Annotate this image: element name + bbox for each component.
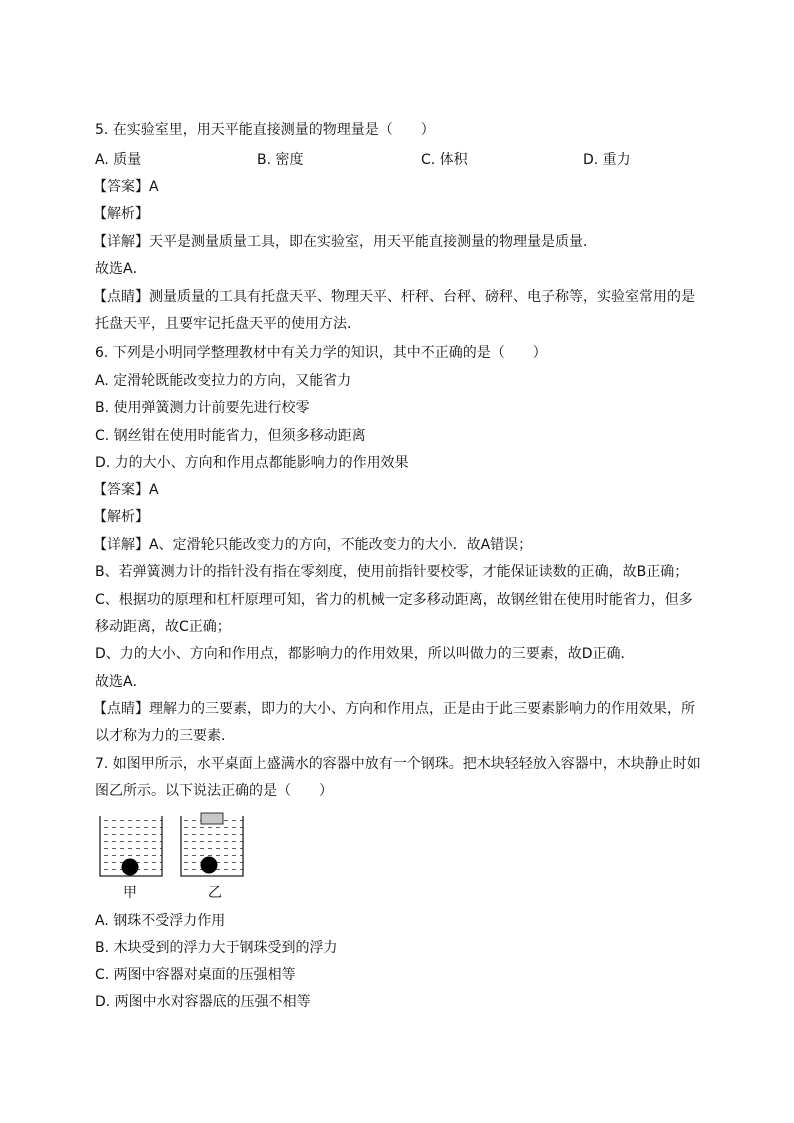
q6-comment-2: 以才称为力的三要素． bbox=[95, 728, 235, 744]
steel-ball-yi bbox=[201, 857, 218, 874]
q5-answer: 【答案】A bbox=[93, 179, 159, 195]
q7-option-d: D. 两图中水对容器底的压强不相等 bbox=[95, 994, 311, 1010]
q5-conclusion: 故选A． bbox=[95, 261, 147, 277]
q6-detail-3: C、根据功的原理和杠杆原理可知，省力的机械一定多移动距离，故钢丝钳在使用时能省力，但多 bbox=[95, 592, 693, 608]
q5-option-c: C. 体积 bbox=[421, 152, 468, 168]
q5-comment-2: 托盘天平，且要牢记托盘天平的使用方法． bbox=[95, 316, 361, 332]
q6-stem: 6. 下列是小明同学整理教材中有关力学的知识，其中不正确的是（ ） bbox=[95, 345, 547, 361]
q6-conclusion: 故选A． bbox=[95, 674, 147, 690]
q7-stem-1: 7. 如图甲所示，水平桌面上盛满水的容器中放有一个钢珠。把木块轻轻放入容器中，木块静止时如 bbox=[95, 756, 701, 772]
container-jia bbox=[100, 816, 162, 876]
q7-stem-2: 图乙所示。以下说法正确的是（ ） bbox=[95, 783, 333, 799]
q5-stem: 5. 在实验室里，用天平能直接测量的物理量是（ ） bbox=[95, 122, 435, 138]
q5-analysis-label: 【解析】 bbox=[93, 206, 149, 222]
q5-option-b: B. 密度 bbox=[257, 152, 304, 168]
q6-option-a: A. 定滑轮既能改变拉力的方向，又能省力 bbox=[95, 373, 352, 389]
q6-detail-2: B、若弹簧测力计的指针没有指在零刻度，使用前指针要校零，才能保证读数的正确，故B正确； bbox=[95, 564, 689, 580]
q5-comment-1: 【点睛】测量质量的工具有托盘天平、物理天平、杆秤、台秤、磅秤、电子称等，实验室常用的是 bbox=[93, 289, 695, 305]
container-yi bbox=[181, 813, 243, 876]
q6-analysis-label: 【解析】 bbox=[93, 509, 149, 525]
q7-option-b: B. 木块受到的浮力大于钢珠受到的浮力 bbox=[95, 940, 338, 956]
wood-block bbox=[201, 813, 223, 824]
q5-option-a: A. 质量 bbox=[95, 152, 142, 168]
steel-ball-jia bbox=[122, 859, 139, 876]
q7-option-a: A. 钢珠不受浮力作用 bbox=[95, 913, 226, 929]
q7-figure bbox=[96, 810, 256, 878]
q6-detail-1: 【详解】A、定滑轮只能改变力的方向，不能改变力的大小．故A错误； bbox=[93, 537, 533, 553]
q5-option-d: D. 重力 bbox=[583, 152, 631, 168]
q5-detail: 【详解】天平是测量质量工具，即在实验室，用天平能直接测量的物理量是质量． bbox=[93, 234, 597, 250]
q6-answer: 【答案】A bbox=[93, 482, 159, 498]
q6-comment-1: 【点睛】理解力的三要素，即力的大小、方向和作用点，正是由于此三要素影响力的作用效果，所 bbox=[93, 701, 695, 717]
q6-option-c: C. 钢丝钳在使用时能省力，但须多移动距离 bbox=[95, 428, 366, 444]
q6-detail-5: D、力的大小、方向和作用点，都影响力的作用效果，所以叫做力的三要素，故D正确． bbox=[95, 646, 635, 662]
figure-label-yi: 乙 bbox=[208, 885, 222, 901]
figure-label-jia: 甲 bbox=[123, 885, 137, 901]
q7-option-c: C. 两图中容器对桌面的压强相等 bbox=[95, 967, 296, 983]
q6-detail-4: 移动距离，故C正确； bbox=[95, 619, 231, 635]
q6-option-b: B. 使用弹簧测力计前要先进行校零 bbox=[95, 400, 310, 416]
q6-option-d: D. 力的大小、方向和作用点都能影响力的作用效果 bbox=[95, 455, 409, 471]
